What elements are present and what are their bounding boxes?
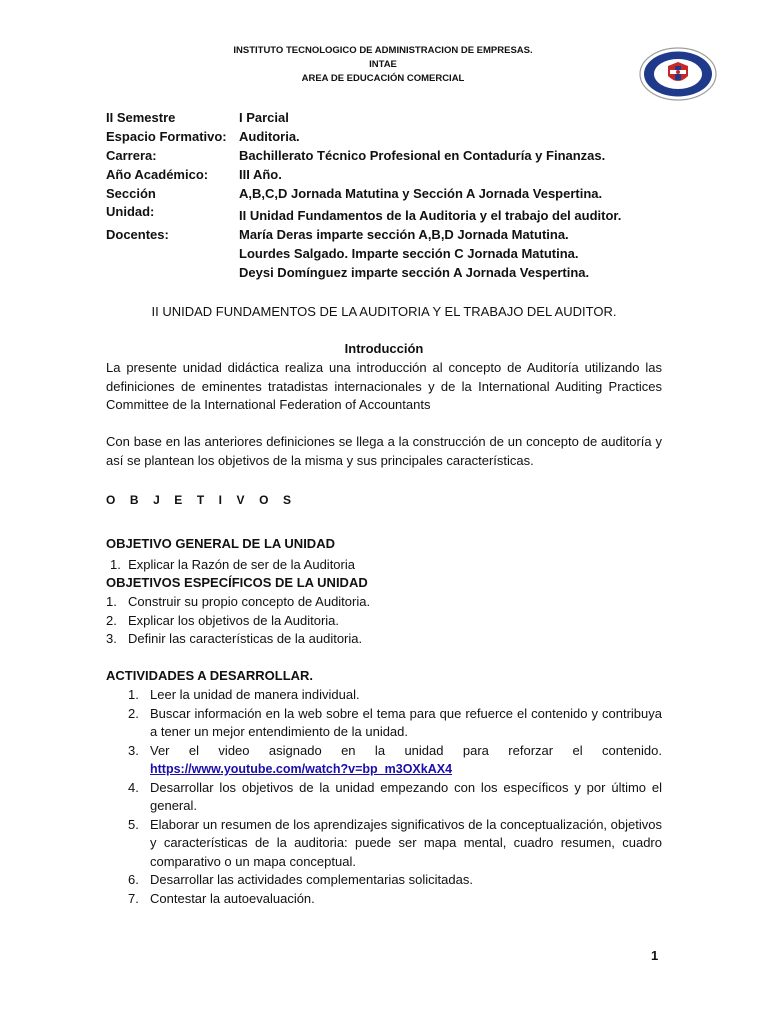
list-text: Desarrollar las actividades complementarias solicitadas. xyxy=(150,872,473,887)
actividades-list xyxy=(128,686,662,908)
header-line-3: AREA DE EDUCACIÓN COMERCIAL xyxy=(301,73,465,84)
header-line-2: INTAE xyxy=(369,59,397,70)
list-number: 3. xyxy=(106,631,117,646)
intro-paragraph-2: Con base en las anteriores definiciones se llega a la construcción de un concepto de auditoría y así se plantean los objetivos de la misma y sus principales características. xyxy=(106,434,662,468)
info-label xyxy=(106,244,239,263)
info-value: A,B,C,D Jornada Matutina y Sección A Jornada Vespertina. xyxy=(239,186,603,201)
info-label xyxy=(106,263,239,282)
list-number: 1. xyxy=(110,557,121,572)
info-row-docentes xyxy=(106,225,666,244)
page-number: 1 xyxy=(651,948,659,963)
info-row-seccion xyxy=(106,184,666,203)
list-item xyxy=(128,871,662,890)
objetivo-general-item xyxy=(110,556,355,574)
list-item xyxy=(128,890,662,909)
info-row-docente-2 xyxy=(106,244,666,263)
info-label: Unidad: xyxy=(106,204,155,219)
objetivos-heading: O B J E T I V O S xyxy=(106,493,297,507)
info-row-espacio-formativo xyxy=(106,127,666,146)
video-link[interactable]: https://www.youtube.com/watch?v=bp_m3OXkAX4 xyxy=(150,762,453,776)
list-item xyxy=(128,742,662,779)
list-item xyxy=(106,630,370,649)
info-label: Carrera: xyxy=(106,148,157,163)
info-value: II Unidad Fundamentos de la Auditoria y el trabajo del auditor. xyxy=(239,208,622,223)
info-value: Lourdes Salgado. Imparte sección C Jornada Matutina. xyxy=(239,246,579,261)
list-item xyxy=(106,593,370,612)
objetivos-especificos-list xyxy=(106,593,370,649)
objetivo-general-heading: OBJETIVO GENERAL DE LA UNIDAD xyxy=(106,536,335,551)
intro-heading: Introducción xyxy=(344,341,424,356)
list-number: 4. xyxy=(128,779,139,795)
info-label: Docentes: xyxy=(106,227,169,242)
list-item xyxy=(128,816,662,872)
list-item xyxy=(128,705,662,742)
info-row-docente-3 xyxy=(106,263,666,282)
list-text-with-link xyxy=(150,742,662,779)
list-number: 2. xyxy=(128,705,139,721)
intro-paragraph-1: La presente unidad didáctica realiza una introducción al concepto de Auditoría utilizando las definiciones de eminentes tratadistas internacionales y de la International Auditing Practices Committee de la International Federation of Accountants xyxy=(106,360,662,412)
info-value: III Año. xyxy=(239,167,282,182)
info-value: Deysi Domínguez imparte sección A Jornada Vespertina. xyxy=(239,265,590,280)
info-row-ano-academico xyxy=(106,165,666,184)
list-text: Desarrollar los objetivos de la unidad empezando con los específicos y por último el general. xyxy=(150,779,662,813)
info-value: Bachillerato Técnico Profesional en Contaduría y Finanzas. xyxy=(239,148,606,163)
list-number: 3. xyxy=(128,742,139,758)
objetivos-especificos-heading: OBJETIVOS ESPECÍFICOS DE LA UNIDAD xyxy=(106,575,368,590)
info-value: Auditoria. xyxy=(239,129,300,144)
list-text: Explicar la Razón de ser de la Auditoria xyxy=(128,557,355,572)
list-number: 1. xyxy=(128,687,139,702)
list-text: Definir las características de la auditoria. xyxy=(128,631,363,646)
list-text: Explicar los objetivos de la Auditoria. xyxy=(128,612,340,628)
info-label: Espacio Formativo: xyxy=(106,129,227,144)
info-row-carrera xyxy=(106,146,666,165)
list-text: Ver el video asignado en la unidad para reforzar el contenido. xyxy=(150,742,662,758)
list-item xyxy=(128,686,662,705)
unit-title: II UNIDAD FUNDAMENTOS DE LA AUDITORIA Y EL TRABAJO DEL AUDITOR. xyxy=(151,304,617,319)
info-row-semestre xyxy=(106,108,666,127)
list-number: 1. xyxy=(106,594,117,609)
info-value: I Parcial xyxy=(239,110,289,125)
info-value: María Deras imparte sección A,B,D Jornada Matutina. xyxy=(239,227,569,242)
institution-seal-icon xyxy=(638,46,718,102)
list-number: 5. xyxy=(128,816,139,832)
list-number: 6. xyxy=(128,872,139,887)
list-item xyxy=(106,612,370,631)
institution-header xyxy=(160,44,606,86)
info-row-unidad xyxy=(106,203,666,225)
list-text: Construir su propio concepto de Auditoria. xyxy=(128,594,371,609)
list-text: Contestar la autoevaluación. xyxy=(150,890,315,906)
actividades-heading: ACTIVIDADES A DESARROLLAR. xyxy=(106,668,314,683)
list-item xyxy=(128,779,662,816)
list-text: Leer la unidad de manera individual. xyxy=(150,687,360,702)
list-text: Buscar información en la web sobre el tema para que refuerce el contenido y contribuya a tener un mejor entendimiento de la unidad. xyxy=(150,705,662,739)
list-number: 7. xyxy=(128,890,139,906)
info-label: II Semestre xyxy=(106,110,176,125)
info-label: Año Académico: xyxy=(106,167,209,182)
list-text: Elaborar un resumen de los aprendizajes significativos de la conceptualización, objetivos y características de la auditoria: puede ser mapa mental, cuadro resumen, cuadro comparativo o un mapa conceptual. xyxy=(150,816,662,869)
info-label: Sección xyxy=(106,186,156,201)
course-info xyxy=(106,108,666,282)
list-number: 2. xyxy=(106,612,117,628)
header-line-1: INSTITUTO TECNOLOGICO DE ADMINISTRACION DE EMPRESAS. xyxy=(233,45,533,56)
